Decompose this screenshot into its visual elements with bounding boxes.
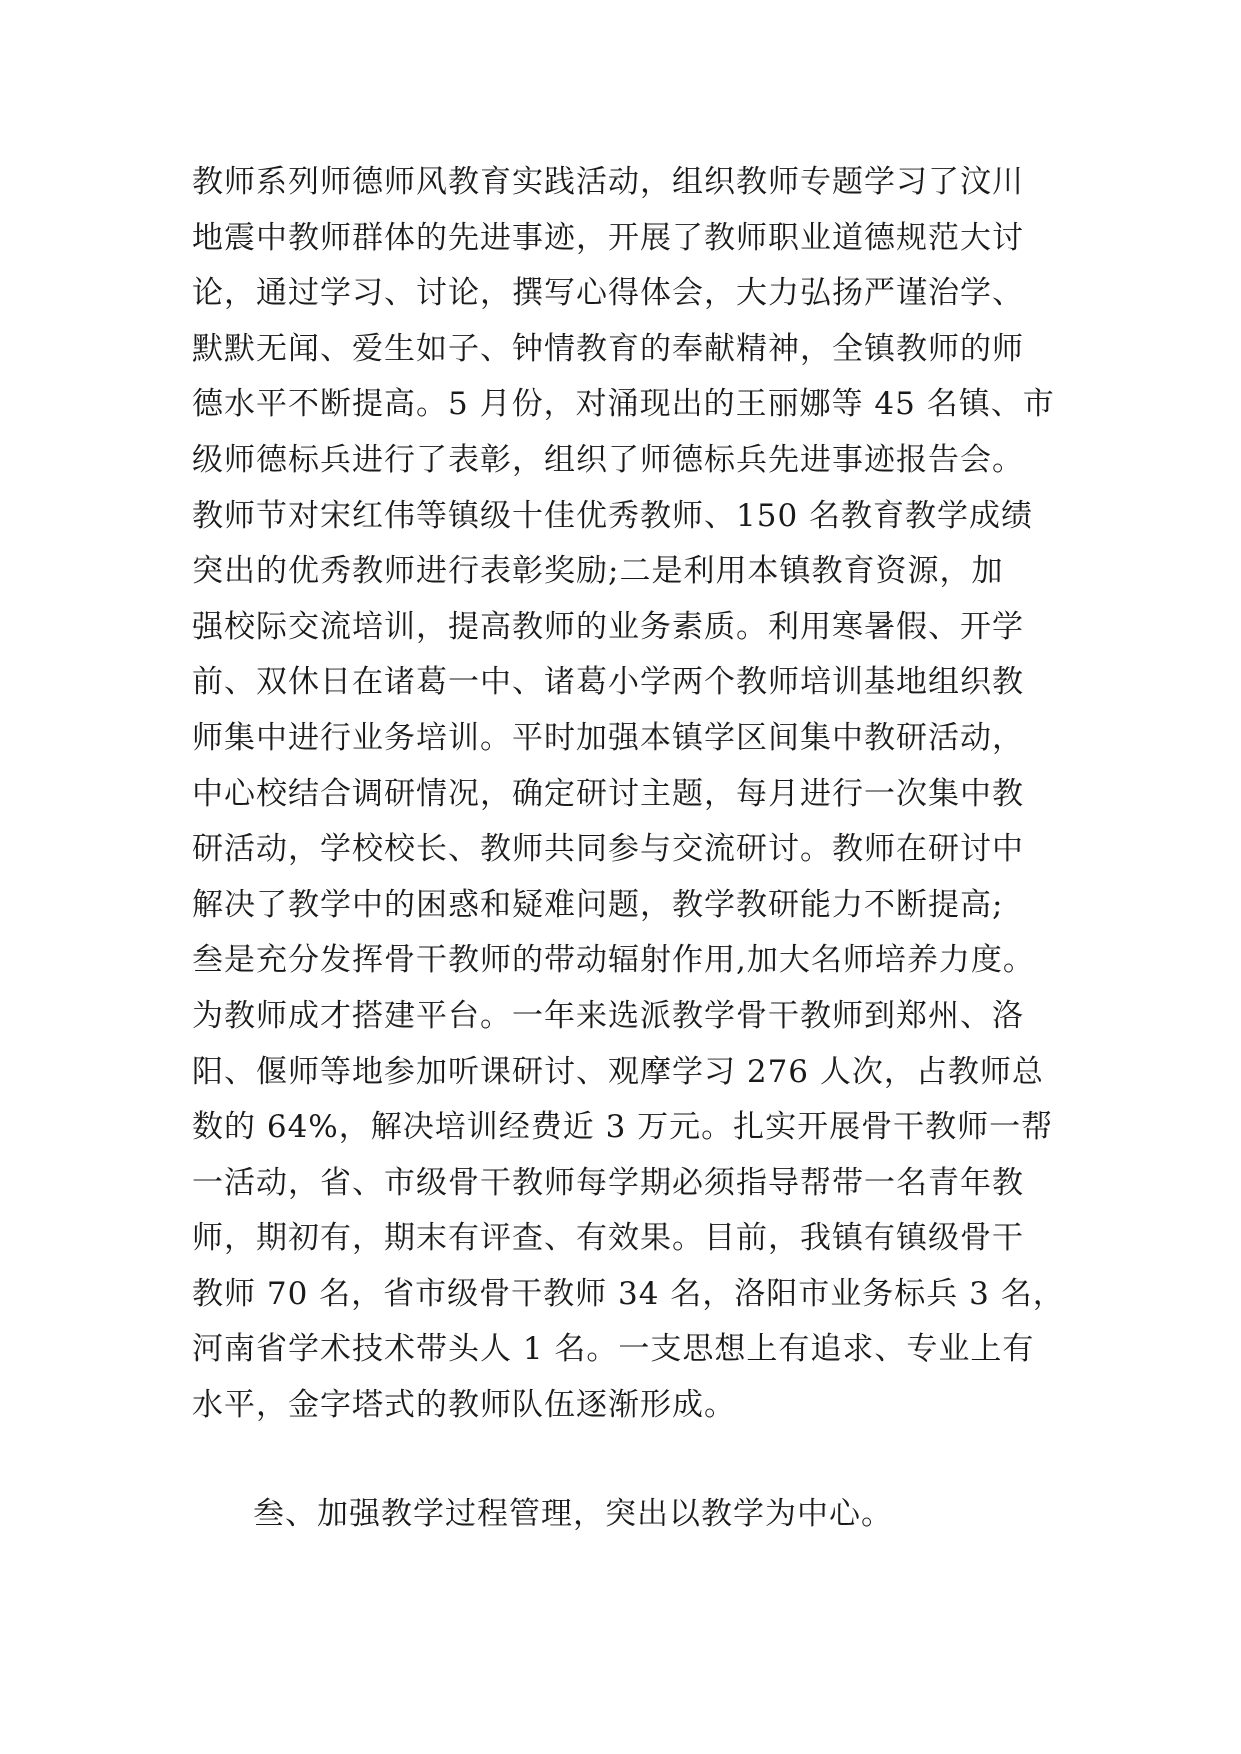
text-line: 河南省学术技术带头人 1 名。一支思想上有追求、专业上有	[192, 1331, 1035, 1368]
text-line: 阳、偃师等地参加听课研讨、观摩学习 276 人次，占教师总	[192, 1053, 1044, 1090]
section-heading: 叁、加强教学过程管理，突出以教学为中心。	[253, 1496, 893, 1532]
text-line: 中心校结合调研情况，确定研讨主题，每月进行一次集中教	[192, 775, 1024, 812]
text-line: 默默无闻、爱生如子、钟情教育的奉献精神，全镇教师的师	[192, 330, 1024, 367]
text-line: 论，通过学习、讨论，撰写心得体会，大力弘扬严谨治学、	[192, 275, 1024, 312]
text-line: 德水平不断提高。5 月份，对涌现出的王丽娜等 45 名镇、市	[192, 386, 1055, 423]
text-line: 叁是充分发挥骨干教师的带动辐射作用,加大名师培养力度。	[192, 942, 1035, 979]
text-line: 师，期初有，期末有评查、有效果。目前，我镇有镇级骨干	[192, 1220, 1024, 1257]
text-line: 水平，金字塔式的教师队伍逐渐形成。	[192, 1387, 736, 1424]
text-line: 师集中进行业务培训。平时加强本镇学区间集中教研活动，	[192, 719, 1024, 756]
text-line: 一活动，省、市级骨干教师每学期必须指导帮带一名青年教	[192, 1164, 1024, 1201]
text-line: 教师节对宋红伟等镇级十佳优秀教师、150 名教育教学成绩	[192, 497, 1034, 534]
text-line: 突出的优秀教师进行表彰奖励;二是利用本镇教育资源，加	[192, 553, 1004, 590]
text-line: 级师德标兵进行了表彰，组织了师德标兵先进事迹报告会。	[192, 441, 1024, 478]
text-line: 为教师成才搭建平台。一年来选派教学骨干教师到郑州、洛	[192, 997, 1024, 1034]
text-line: 地震中教师群体的先进事迹，开展了教师职业道德规范大讨	[192, 219, 1024, 256]
text-line: 前、双休日在诸葛一中、诸葛小学两个教师培训基地组织教	[192, 664, 1024, 701]
text-line: 解决了教学中的困惑和疑难问题，教学教研能力不断提高;	[192, 886, 1004, 923]
text-line: 研活动，学校校长、教师共同参与交流研讨。教师在研讨中	[192, 831, 1024, 868]
text-line: 教师 70 名，省市级骨干教师 34 名，洛阳市业务标兵 3 名，	[192, 1275, 1065, 1312]
text-line: 强校际交流培训，提高教师的业务素质。利用寒暑假、开学	[192, 608, 1024, 645]
text-line: 数的 64%，解决培训经费近 3 万元。扎实开展骨干教师一帮	[192, 1109, 1054, 1146]
text-line: 教师系列师德师风教育实践活动，组织教师专题学习了汶川	[192, 164, 1024, 200]
body-paragraph	[192, 155, 1092, 1434]
